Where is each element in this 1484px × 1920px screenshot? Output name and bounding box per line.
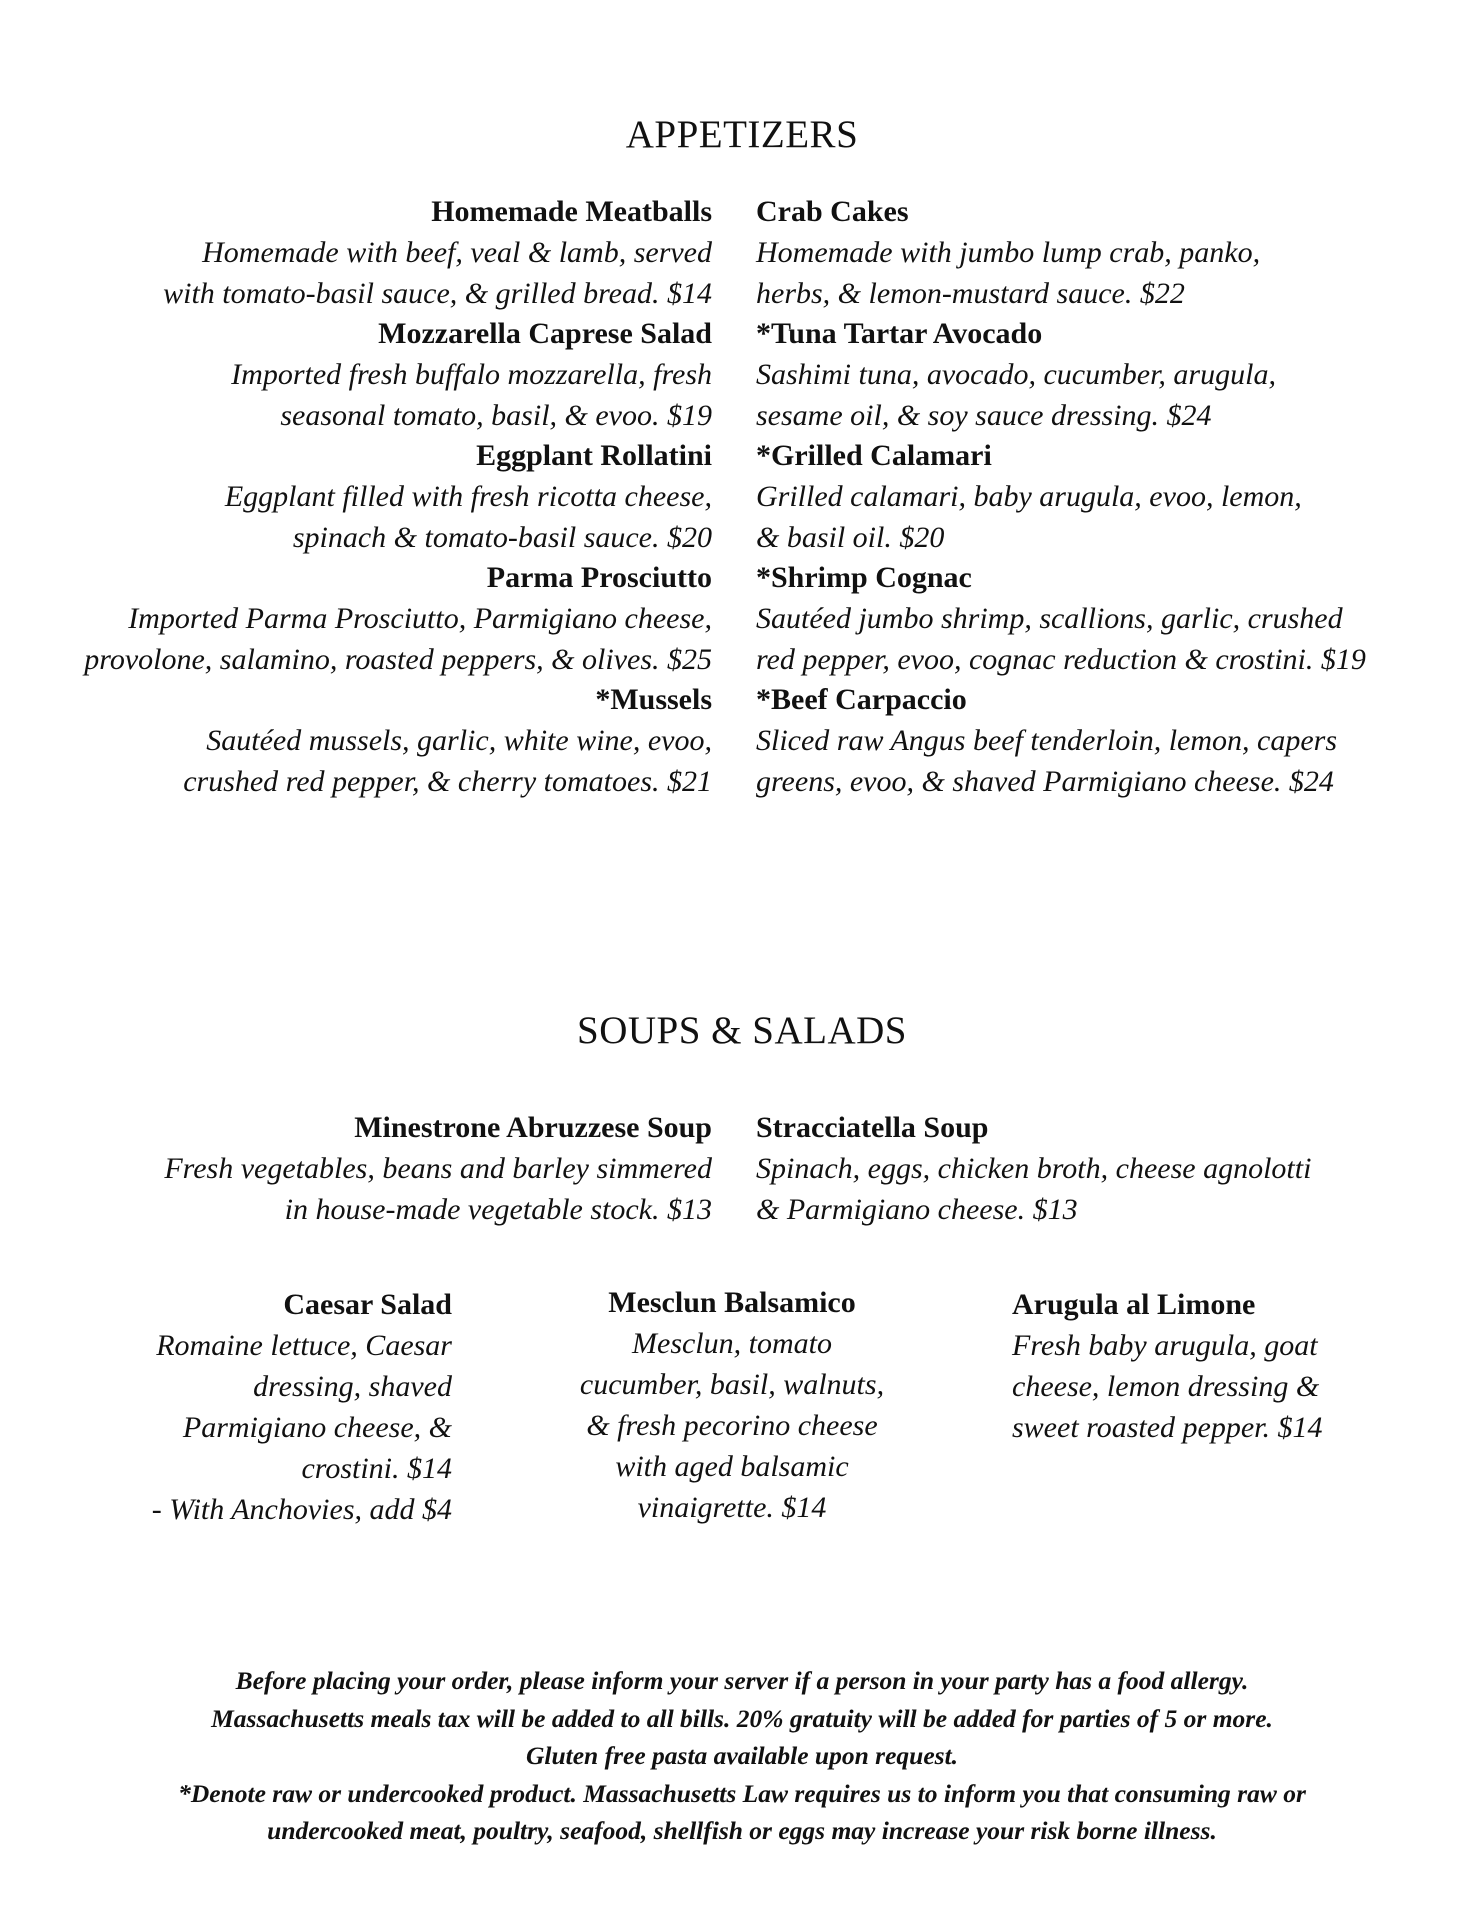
item-description: Homemade with beef, veal & lamb, served <box>202 236 712 269</box>
item-name: Eggplant Rollatini <box>476 439 712 472</box>
item-description: Sliced raw Angus beef tenderloin, lemon, capers <box>756 724 1338 757</box>
item-description: red pepper, evoo, cognac reduction & crostini. $19 <box>756 643 1366 676</box>
footer-notice <box>0 1662 1484 1850</box>
appetizers-right-column <box>756 192 1456 802</box>
item-description: Spinach, eggs, chicken broth, cheese agnolotti <box>756 1152 1312 1185</box>
item-description: Mesclun, tomato <box>632 1327 832 1360</box>
item-description: Sautéed jumbo shrimp, scallions, garlic, crushed <box>756 602 1343 635</box>
item-name: *Mussels <box>595 683 712 716</box>
item-name: Parma Prosciutto <box>486 561 712 594</box>
allergy-notice: Before placing your order, please inform your server if a person in your party has a food allergy. <box>235 1666 1249 1695</box>
soups-salads-title: SOUPS & SALADS <box>577 1009 907 1052</box>
item-description: spinach & tomato-basil sauce. $20 <box>292 521 712 554</box>
menu-item <box>12 314 712 436</box>
item-description: cheese, lemon dressing & <box>1012 1370 1320 1403</box>
item-description: sesame oil, & soy sauce dressing. $24 <box>756 399 1212 432</box>
menu-item <box>756 558 1456 680</box>
item-description: crushed red pepper, & cherry tomatoes. $21 <box>183 765 712 798</box>
item-description: seasonal tomato, basil, & evoo. $19 <box>280 399 712 432</box>
item-description: & fresh pecorino cheese <box>586 1409 878 1442</box>
raw-food-warning-continued: undercooked meat, poultry, seafood, shellfish or eggs may increase your risk borne illness. <box>267 1816 1217 1845</box>
item-name: Homemade Meatballs <box>431 195 712 228</box>
raw-food-warning: *Denote raw or undercooked product. Massachusetts Law requires us to inform you that consuming raw or <box>178 1778 1306 1808</box>
item-description: herbs, & lemon-mustard sauce. $22 <box>756 277 1185 310</box>
menu-item <box>522 1283 942 1528</box>
appetizers-left-column <box>12 192 712 802</box>
item-name: Crab Cakes <box>756 195 909 228</box>
item-description: & Parmigiano cheese. $13 <box>756 1193 1078 1226</box>
item-description: cucumber, basil, walnuts, <box>579 1368 885 1401</box>
item-name: *Grilled Calamari <box>756 439 992 472</box>
item-description: Romaine lettuce, Caesar <box>156 1329 452 1362</box>
item-name: Mesclun Balsamico <box>608 1286 856 1319</box>
item-description: vinaigrette. $14 <box>637 1491 827 1524</box>
menu-item <box>12 192 712 314</box>
item-name: Mozzarella Caprese Salad <box>378 317 712 350</box>
item-name: Arugula al Limone <box>1012 1288 1256 1321</box>
item-description: dressing, shaved <box>253 1370 452 1403</box>
tax-gratuity-notice: Massachusetts meals tax will be added to all bills. 20% gratuity will be added for parties of 5 or more. <box>211 1703 1273 1733</box>
item-description: Sautéed mussels, garlic, white wine, evoo, <box>206 724 712 757</box>
item-description: greens, evoo, & shaved Parmigiano cheese. $24 <box>756 765 1334 798</box>
item-description: sweet roasted pepper. $14 <box>1012 1411 1323 1444</box>
soup-right-column <box>756 1108 1456 1230</box>
menu-item <box>756 680 1456 802</box>
item-name: Caesar Salad <box>283 1288 452 1321</box>
gluten-free-notice: Gluten free pasta available upon request. <box>525 1741 959 1770</box>
item-description: with aged balsamic <box>615 1450 849 1483</box>
item-description: Sashimi tuna, avocado, cucumber, arugula, <box>756 358 1276 391</box>
menu-item <box>756 314 1456 436</box>
menu-item <box>756 192 1456 314</box>
menu-item <box>12 558 712 680</box>
item-name: *Shrimp Cognac <box>756 561 972 594</box>
salad-center-column <box>522 1283 942 1528</box>
item-description: Fresh vegetables, beans and barley simmered <box>164 1152 712 1185</box>
item-description: provolone, salamino, roasted peppers, & olives. $25 <box>84 643 712 676</box>
item-description: Imported fresh buffalo mozzarella, fresh <box>231 358 712 391</box>
appetizers-title: APPETIZERS <box>625 113 859 156</box>
item-description: with tomato-basil sauce, & grilled bread. $14 <box>163 277 712 310</box>
item-description: - With Anchovies, add $4 <box>151 1493 452 1526</box>
menu-item <box>756 436 1456 558</box>
item-description: Parmigiano cheese, & <box>182 1411 452 1444</box>
item-description: Grilled calamari, baby arugula, evoo, lemon, <box>756 480 1302 513</box>
item-name: *Beef Carpaccio <box>756 683 967 716</box>
item-description: Eggplant filled with fresh ricotta cheese, <box>224 480 712 513</box>
menu-item <box>1012 1285 1452 1448</box>
item-description: Imported Parma Prosciutto, Parmigiano cheese, <box>128 602 712 635</box>
item-name: Minestrone Abruzzese Soup <box>354 1111 712 1144</box>
salad-right-column <box>1012 1285 1452 1448</box>
item-description: Homemade with jumbo lump crab, panko, <box>756 236 1261 269</box>
soup-left-column <box>12 1108 712 1230</box>
item-description: in house-made vegetable stock. $13 <box>284 1193 712 1226</box>
item-name: *Tuna Tartar Avocado <box>756 317 1043 350</box>
item-name: Stracciatella Soup <box>756 1111 989 1144</box>
item-description: Fresh baby arugula, goat <box>1012 1329 1318 1362</box>
item-description: & basil oil. $20 <box>756 521 945 554</box>
menu-item <box>32 1285 452 1530</box>
item-description: crostini. $14 <box>301 1452 452 1485</box>
menu-item <box>756 1108 1456 1230</box>
menu-item <box>12 436 712 558</box>
menu-item <box>12 680 712 802</box>
salad-left-column <box>32 1285 452 1530</box>
menu-item <box>12 1108 712 1230</box>
